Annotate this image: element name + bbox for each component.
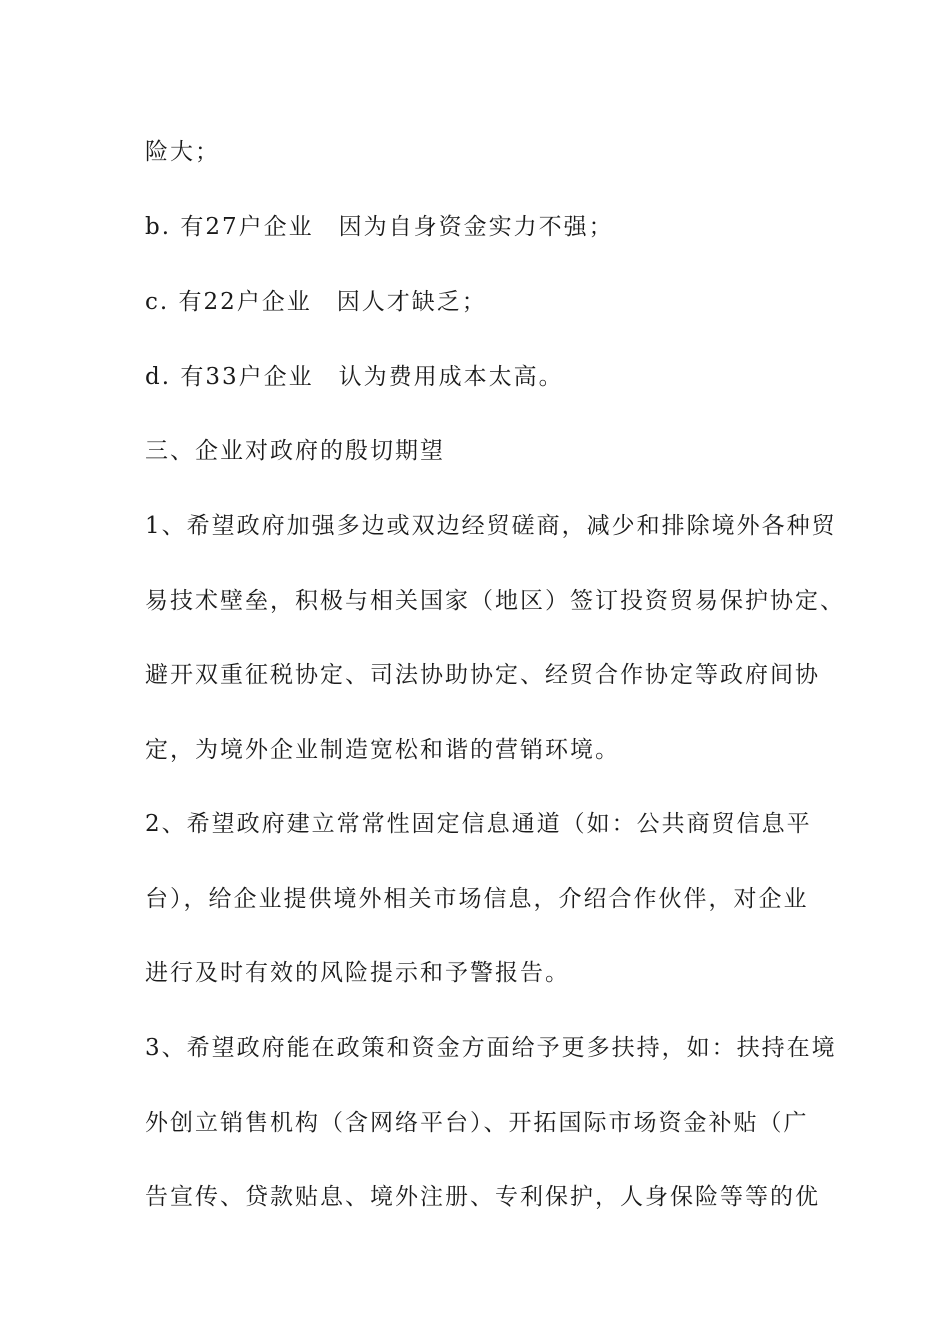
paragraph-2-line: 台），给企业提供境外相关市场信息，介绍合作伙伴，对企业 [145,886,809,912]
section-heading: 三、企业对政府的殷切期望 [145,438,445,464]
list-item-d: d. 有33户企业 认为费用成本太高。 [145,364,564,390]
list-item-c: c. 有22户企业 因人才缺乏； [145,289,487,315]
text-line: 险大； [145,139,220,165]
paragraph-3-line: 3、希望政府能在政策和资金方面给予更多扶持，如：扶持在境 [145,1035,837,1061]
paragraph-2-line: 进行及时有效的风险提示和予警报告。 [145,960,570,986]
paragraph-3-line: 外创立销售机构（含网络平台）、开拓国际市场资金补贴（广 [145,1110,809,1136]
paragraph-1-line: 避开双重征税协定、司法协助协定、经贸合作协定等政府间协 [145,662,820,688]
paragraph-1-line: 易技术壁垒，积极与相关国家（地区）签订投资贸易保护协定、 [145,588,845,614]
paragraph-2-line: 2、希望政府建立常常性固定信息通道（如：公共商贸信息平 [145,811,812,837]
list-item-b: b. 有27户企业 因为自身资金实力不强； [145,214,614,240]
paragraph-1-line: 1、希望政府加强多边或双边经贸磋商，减少和排除境外各种贸 [145,513,837,539]
paragraph-1-line: 定，为境外企业制造宽松和谐的营销环境。 [145,737,620,763]
paragraph-3-line: 告宣传、贷款贴息、境外注册、专利保护，人身保险等等的优 [145,1184,820,1210]
